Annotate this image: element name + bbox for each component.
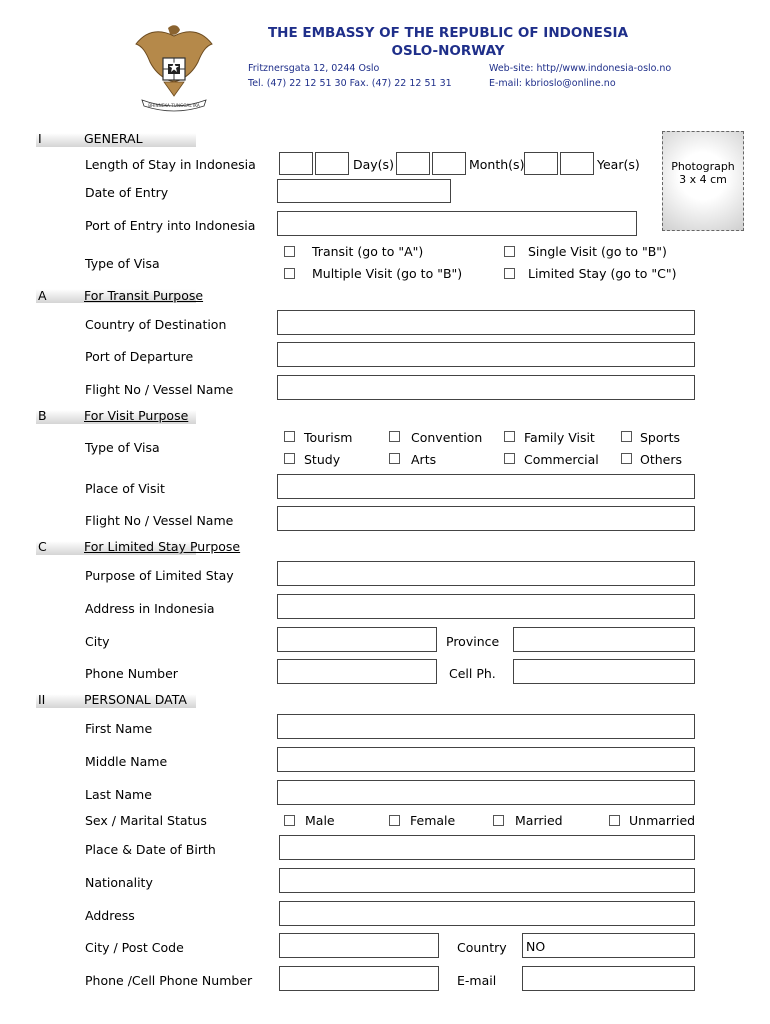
email-field[interactable] (522, 966, 695, 991)
transit-checkbox[interactable] (284, 246, 295, 257)
days-box-1[interactable] (279, 152, 313, 175)
country-of-destination-field[interactable] (277, 310, 695, 335)
family-visit-checkbox[interactable] (504, 431, 515, 442)
length-of-stay-label: Length of Stay in Indonesia (85, 157, 256, 172)
cell-phone-label: Cell Ph. (449, 666, 496, 681)
arts-checkbox[interactable] (389, 453, 400, 464)
country-of-destination-label: Country of Destination (85, 317, 227, 332)
visit-flight-field[interactable] (277, 506, 695, 531)
sports-checkbox[interactable] (621, 431, 632, 442)
male-label: Male (305, 813, 335, 828)
address-indonesia-field[interactable] (277, 594, 695, 619)
middle-name-field[interactable] (277, 747, 695, 772)
years-box-1[interactable] (524, 152, 558, 175)
place-date-birth-label: Place & Date of Birth (85, 842, 216, 857)
limited-city-label: City (85, 634, 110, 649)
address-indonesia-label: Address in Indonesia (85, 601, 215, 616)
multiple-visit-option-label: Multiple Visit (go to "B") (312, 266, 463, 281)
country-value: NO (526, 939, 546, 954)
study-checkbox[interactable] (284, 453, 295, 464)
study-label: Study (304, 452, 341, 467)
port-of-departure-label: Port of Departure (85, 349, 194, 364)
embassy-phone-fax: Tel. (47) 22 12 51 30 Fax. (47) 22 12 51 31 (248, 78, 452, 89)
limited-stay-option-label: Limited Stay (go to "C") (528, 266, 677, 281)
embassy-email[interactable]: E-mail: kbrioslo@online.no (489, 78, 616, 89)
section-title-personal: PERSONAL DATA (84, 692, 187, 707)
unmarried-label: Unmarried (629, 813, 696, 828)
section-letter-transit: A (38, 288, 47, 303)
purpose-limited-label: Purpose of Limited Stay (85, 568, 234, 583)
multiple-visit-checkbox[interactable] (284, 268, 295, 279)
unmarried-checkbox[interactable] (609, 815, 620, 826)
country-label: Country (457, 940, 507, 955)
tourism-checkbox[interactable] (284, 431, 295, 442)
convention-checkbox[interactable] (389, 431, 400, 442)
embassy-location: OSLO-NORWAY (391, 43, 505, 59)
date-of-entry-field[interactable] (277, 179, 451, 203)
limited-phone-label: Phone Number (85, 666, 178, 681)
limited-city-field[interactable] (277, 627, 437, 652)
email-label: E-mail (457, 973, 497, 988)
married-label: Married (515, 813, 563, 828)
embassy-title: THE EMBASSY OF THE REPUBLIC OF INDONESIA (267, 25, 629, 41)
months-box-2[interactable] (432, 152, 466, 175)
last-name-label: Last Name (85, 787, 152, 802)
nationality-field[interactable] (279, 868, 695, 893)
garuda-emblem (128, 22, 220, 114)
section-letter-visit: B (38, 408, 47, 423)
sex-marital-label: Sex / Marital Status (85, 813, 207, 828)
cell-phone-field[interactable] (513, 659, 695, 684)
tourism-label: Tourism (304, 430, 353, 445)
months-label: Month(s) (469, 157, 525, 172)
last-name-field[interactable] (277, 780, 695, 805)
phone-cell-field[interactable] (279, 966, 439, 991)
province-field[interactable] (513, 627, 695, 652)
first-name-label: First Name (85, 721, 153, 736)
section-number-general: I (38, 131, 42, 146)
limited-phone-field[interactable] (277, 659, 437, 684)
photo-label: Photograph (671, 160, 735, 173)
city-post-code-field[interactable] (279, 933, 439, 958)
commercial-label: Commercial (524, 452, 599, 467)
married-checkbox[interactable] (493, 815, 504, 826)
months-box-1[interactable] (396, 152, 430, 175)
photo-placeholder (662, 131, 744, 231)
section-title-visit: For Visit Purpose (84, 408, 189, 423)
place-date-birth-field[interactable] (279, 835, 695, 860)
transit-flight-label: Flight No / Vessel Name (85, 382, 234, 397)
section-title-general: GENERAL (84, 131, 143, 146)
years-label: Year(s) (597, 157, 640, 172)
embassy-address: Fritznersgata 12, 0244 Oslo (248, 63, 380, 74)
type-of-visa-label: Type of Visa (85, 256, 160, 271)
years-box-2[interactable] (560, 152, 594, 175)
visit-flight-label: Flight No / Vessel Name (85, 513, 234, 528)
days-box-2[interactable] (315, 152, 349, 175)
male-checkbox[interactable] (284, 815, 295, 826)
single-visit-option-label: Single Visit (go to "B") (528, 244, 667, 259)
province-label: Province (446, 634, 500, 649)
city-post-code-label: City / Post Code (85, 940, 184, 955)
section-letter-limited: C (38, 539, 47, 554)
section-title-transit: For Transit Purpose (84, 288, 204, 303)
first-name-field[interactable] (277, 714, 695, 739)
phone-cell-label: Phone /Cell Phone Number (85, 973, 253, 988)
middle-name-label: Middle Name (85, 754, 168, 769)
place-of-visit-field[interactable] (277, 474, 695, 499)
section-title-limited: For Limited Stay Purpose (84, 539, 241, 554)
limited-stay-checkbox[interactable] (504, 268, 515, 279)
embassy-website[interactable]: Web-site: http//www.indonesia-oslo.no (489, 63, 672, 74)
transit-flight-field[interactable] (277, 375, 695, 400)
transit-option-label: Transit (go to "A") (312, 244, 424, 259)
personal-address-field[interactable] (279, 901, 695, 926)
emblem-motto: BHINNEKA TUNGGAL IKA (148, 103, 200, 108)
female-checkbox[interactable] (389, 815, 400, 826)
single-visit-checkbox[interactable] (504, 246, 515, 257)
country-field[interactable] (522, 933, 695, 958)
port-of-entry-label: Port of Entry into Indonesia (85, 218, 256, 233)
date-of-entry-label: Date of Entry (85, 185, 169, 200)
days-label: Day(s) (353, 157, 394, 172)
purpose-limited-field[interactable] (277, 561, 695, 586)
nationality-label: Nationality (85, 875, 153, 890)
others-label: Others (640, 452, 683, 467)
others-checkbox[interactable] (621, 453, 632, 464)
visit-type-label: Type of Visa (85, 440, 160, 455)
port-of-departure-field[interactable] (277, 342, 695, 367)
commercial-checkbox[interactable] (504, 453, 515, 464)
photo-size: 3 x 4 cm (679, 173, 727, 186)
convention-label: Convention (411, 430, 483, 445)
personal-address-label: Address (85, 908, 135, 923)
section-number-personal: II (38, 692, 46, 707)
arts-label: Arts (411, 452, 437, 467)
sports-label: Sports (640, 430, 681, 445)
family-visit-label: Family Visit (524, 430, 595, 445)
port-of-entry-field[interactable] (277, 211, 637, 236)
female-label: Female (410, 813, 456, 828)
place-of-visit-label: Place of Visit (85, 481, 165, 496)
